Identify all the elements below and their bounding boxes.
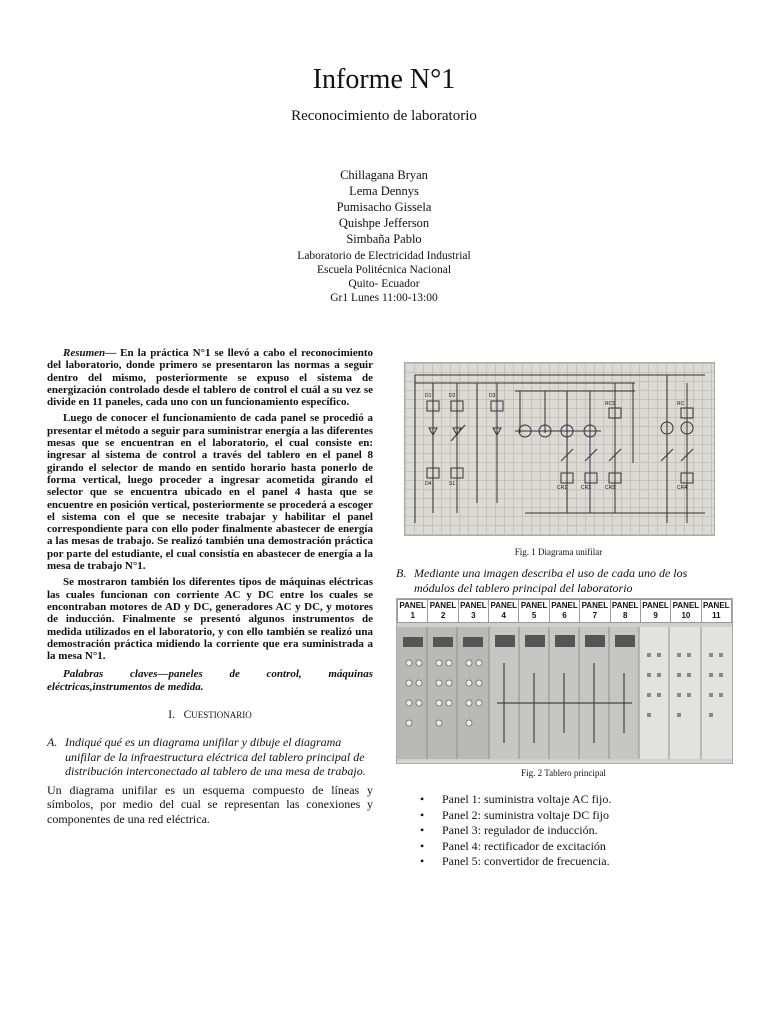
panel-header-cell: PANEL 3 xyxy=(458,600,488,623)
question-text: Indiqué qué es un diagrama unifilar y dibuje el diagrama unifilar de la infraestructura eléctrica del tablero principal de distribución interconectado al tablero de una mesa de trabajo. xyxy=(65,735,366,779)
question-b xyxy=(396,566,718,595)
affiliation-line: Quito- Ecuador xyxy=(348,278,420,290)
list-item: • Panel 1: suministra voltaje AC fijo. xyxy=(410,792,730,808)
section-number: I. xyxy=(168,709,175,722)
abstract-dash: — xyxy=(105,347,117,359)
panel-header-cell: PANEL 10 xyxy=(671,600,701,623)
question-letter: B. xyxy=(396,566,407,580)
figure-2-caption: Fig. 2 Tablero principal xyxy=(521,768,606,778)
question-letter: A. xyxy=(47,735,58,750)
panel-header-cell: PANEL 8 xyxy=(610,600,640,623)
main-board-figure xyxy=(396,598,733,764)
panel-header-cell: PANEL 7 xyxy=(580,600,610,623)
panel-header-cell: PANEL 9 xyxy=(640,600,670,623)
diagram-label: CR4 xyxy=(677,485,688,491)
abstract-paragraph xyxy=(47,347,373,408)
author-list xyxy=(0,167,768,247)
diagram-label: RCS xyxy=(605,401,616,407)
diagram-label: D3 xyxy=(489,393,496,399)
affiliation-line: Laboratorio de Electricidad Industrial xyxy=(297,250,471,262)
question-a-answer: Un diagrama unifilar es un esquema compuesto de líneas y símbolos, por medio del cual se representan las conexiones y componentes de una red eléctrica. xyxy=(47,782,373,826)
abstract-label: Resumen xyxy=(63,347,106,359)
list-item: • Panel 4: rectificador de excitación xyxy=(410,839,730,855)
diagram-label: CR1 xyxy=(557,485,568,491)
panel-header-cell: PANEL 1 xyxy=(398,600,428,623)
diagram-label: RC xyxy=(677,401,685,407)
paper-subtitle: Reconocimiento de laboratorio xyxy=(291,108,477,124)
diagram-label: CR3 xyxy=(605,485,616,491)
abstract-paragraph: Luego de conocer el funcionamiento de cada panel se procedió a presentar el método a seguir para suministrar energía a las diferentes mesas que se encuentran en el laboratorio, el cual consiste en: ingresar al sistema de control a través del tablero en el panel 8 girando el selector de mando en sentido horario hasta ponerlo de forma vertical, luego proceder a ingresar acometida girando el selector que se encuentra ubicado en el panel 4 hasta que se encuentre en posición vertical, posteriormente se procederá a escoger el sistema con el que se necesite trabajar y habilitar el panel correspondiente para con ello poder finalmente abastecer de energía a las mesas de trabajo. Se realizó también una demostración práctica por parte del estudiante, el cual consistía en abastecer de energía a la mesa de trabajo N°1. xyxy=(47,412,373,573)
panel-header-row xyxy=(397,599,732,623)
section-title-rest: UESTIONARIO xyxy=(191,710,252,721)
diagram-label: D2 xyxy=(449,393,456,399)
author-name: Simbaña Pablo xyxy=(346,232,422,246)
diagram-label: S1 xyxy=(449,481,456,487)
panel-header-cell: PANEL 2 xyxy=(428,600,458,623)
author-name: Pumisacho Gissela xyxy=(336,200,432,214)
list-item: • Panel 3: regulador de inducción. xyxy=(410,823,730,839)
left-column xyxy=(47,347,373,826)
section-heading xyxy=(47,709,373,721)
author-name: Quishpe Jefferson xyxy=(338,216,430,230)
paper-title: Informe N°1 xyxy=(312,64,456,95)
section-title-initial: C xyxy=(183,709,192,722)
question-a xyxy=(47,735,373,779)
board-photo xyxy=(397,623,732,761)
list-item: • Panel 5: convertidor de frecuencia. xyxy=(410,854,730,870)
affiliation-line: Escuela Politécnica Nacional xyxy=(316,264,452,276)
diagram-label: CR2 xyxy=(581,485,592,491)
panel-header-cell: PANEL 6 xyxy=(549,600,579,623)
panel-header-cell: PANEL 11 xyxy=(701,600,731,623)
abstract-text: En la práctica N°1 se llevó a cabo el reconocimiento del laboratorio, donde primero se presentaron las normas a seguir dentro del mismo, posteriormente se expuso el sistema de energización controlado desde el tablero de control el cuál a su vez se divide en 11 paneles, cada uno con un funcionamiento específico. xyxy=(47,347,373,409)
affiliation-block xyxy=(0,249,768,305)
list-item: • Panel 2: suministra voltaje DC fijo xyxy=(410,808,730,824)
author-name: Chillagana Bryan xyxy=(340,168,428,182)
keywords: Palabras claves—paneles de control, máquinas eléctricas,instrumentos de medida. xyxy=(47,668,373,693)
diagram-label: D1 xyxy=(425,393,432,399)
diagram-label: D4 xyxy=(425,481,432,487)
panel-header-cell: PANEL 5 xyxy=(519,600,549,623)
affiliation-line: Gr1 Lunes 11:00-13:00 xyxy=(330,292,438,304)
author-name: Lema Dennys xyxy=(349,184,419,198)
single-line-diagram-figure xyxy=(404,362,715,536)
panel-header-cell: PANEL 4 xyxy=(489,600,519,623)
figure-1-caption: Fig. 1 Diagrama unifilar xyxy=(514,547,603,557)
abstract-paragraph: Se mostraron también los diferentes tipos de máquinas eléctricas las cuales funcionan con corriente AC y DC entre los cuales se encontraban motores de AD y DC, generadores AC y DC, y motores de inducción. Finalmente se presentó algunos instrumentos de medida utilizados en el laboratorio, y con ello también se realizó una demostración práctica midiendo la corriente que era suministrada a la mesa N°1. xyxy=(47,576,373,663)
question-text: Mediante una imagen describa el uso de cada uno de los módulos del tablero principal del laboratorio xyxy=(414,566,688,595)
panel-description-list xyxy=(410,792,730,870)
diagram-drawing xyxy=(405,363,714,535)
